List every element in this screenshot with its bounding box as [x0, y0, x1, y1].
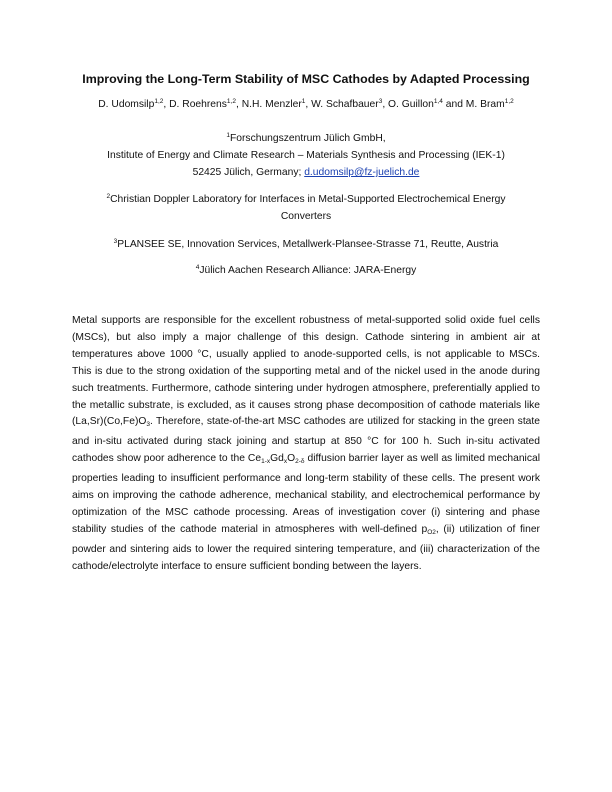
author: N.H. Menzler$^1$, [241, 98, 312, 110]
affiliation-2: $^2$Christian Doppler Laboratory for Interfaces in Metal-Supported Electrochemical Energy Converters [106, 193, 506, 222]
email-link[interactable]: d.udomsilp@fz-juelich.de [304, 167, 420, 178]
author: O. Guillon$^{1,4}$ and [388, 98, 466, 110]
author: D. Udomsilp$^{1,2}$, [98, 98, 170, 110]
affiliation-4: $^4$Jülich Aachen Research Alliance: JARA-Energy [195, 264, 417, 276]
author: D. Roehrens$^{1,2}$, [169, 98, 242, 110]
abstract-paragraph: Metal supports are responsible for the excellent robustness of metal-supported solid oxide fuel cells (MSCs), but also imply a major challenge of this design. Cathode sintering in ambient air at temperatures above 1000 °C, usually applied to anode-supported cells, is not applicable to MSCs. This is due to the strong oxidation of the supporting metal and of the nickel used in the anode during such treatments. Furthermore, cathode sintering under hydrogen atmosphere, preferentially applied to the metallic substrate, is excluded, as it causes strong phase decomposition of cathode materials like $(La,Sr)(Co,Fe)O_3$. Therefore, state-of-the-art MSC cathodes are utilized for stacking in the green state and in-situ activated during stack joining and startup at 850 °C for 100 h. Such in-situ activated cathodes show poor adherence to the $Ce_{1-x}Gd_xO_{2-\delta}$ diffusion barrier layer as well as limited mechanical properties leading to insufficient performance and long-term stability of these cells. The present work aims on improving the cathode adherence, mechanical stability, and electrochemical performance by optimization of the MSC cathode processing. Areas of investigation cover (i) sintering and phase stability studies of the cathode material in atmospheres with well-defined $p_{O2}$, (ii) utilization of finer powder and sintering aids to lower the required sintering temperature, and (iii) characterization of the cathode/electrolyte interface to ensure sufficient bonding between the layers. [72, 315, 540, 572]
affiliation-1: $^1$Forschungszentrum Jülich GmbH, Institute of Energy and Climate Research – Materials Synthesis and Processing (IEK-1) 52425 Jülich, Germany; d.udomsilp@fz-juelich.de [107, 132, 505, 178]
author: M. Bram$^{1,2}$ [465, 98, 514, 110]
author-list [0, 98, 612, 110]
paper-title: Improving the Long-Term Stability of MSC Cathodes by Adapted Processing [82, 72, 530, 86]
author: W. Schafbauer$^3$, [311, 98, 389, 110]
affiliation-3: $^3$PLANSEE SE, Innovation Services, Metallwerk-Plansee-Strasse 71, Reutte, Austria [113, 238, 499, 250]
